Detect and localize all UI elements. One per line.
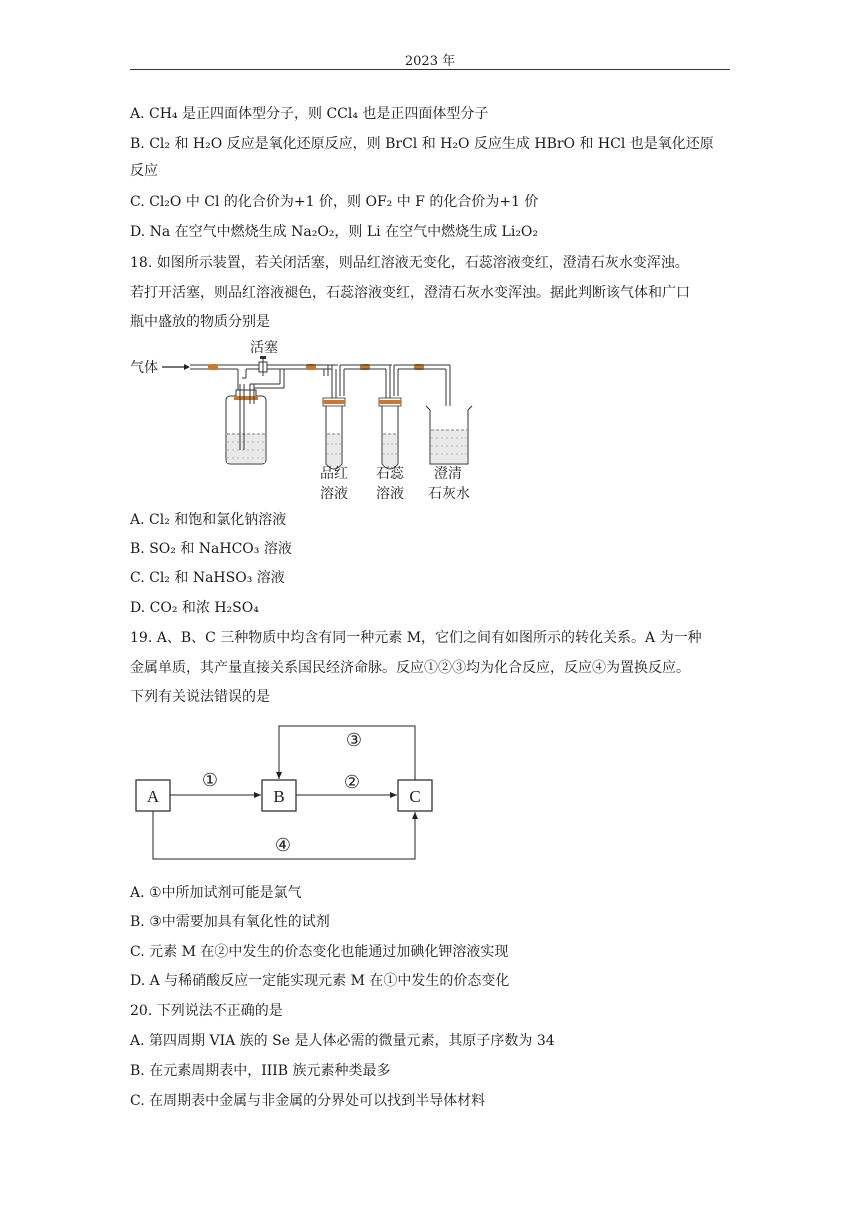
tube1-label-1: 品红 — [320, 466, 348, 482]
q19-option-d: D. A 与稀硝酸反应一定能实现元素 M 在①中发生的价态变化 — [130, 973, 510, 989]
q19-option-b: B. ③中需要加具有氧化性的试剂 — [130, 914, 330, 930]
node-b-box — [262, 780, 296, 811]
node-b-label: B — [273, 787, 285, 806]
q18-stem-line2: 若打开活塞，则品红溶液褪色，石蕊溶液变红，澄清石灰水变浑浊。据此判断该气体和广口 — [130, 285, 690, 301]
node-a-label: A — [146, 787, 160, 806]
beaker — [426, 406, 472, 464]
q18-option-d: D. CO₂ 和浓 H₂SO₄ — [130, 600, 259, 616]
test-tube-2 — [379, 398, 401, 469]
q17-option-b-line1: B. Cl₂ 和 H₂O 反应是氧化还原反应，则 BrCl 和 H₂O 反应生成 HBrO 和 HCl 也是氧化还原 — [130, 136, 714, 152]
reaction-3-label: ③ — [345, 730, 363, 751]
beaker-label-2: 石灰水 — [428, 486, 470, 502]
beaker-label-1: 澄清 — [434, 466, 462, 482]
reaction-2-label: ② — [343, 772, 361, 793]
tube-to-test-tube-1 — [286, 365, 450, 448]
valve-label: 活塞 — [250, 340, 278, 356]
node-c-box — [398, 780, 432, 811]
reaction-1-label: ① — [201, 770, 219, 791]
q17-option-b-line2: 反应 — [130, 163, 158, 179]
q20-option-c: C. 在周期表中金属与非金属的分界处可以找到半导体材料 — [130, 1093, 486, 1109]
tube2-label-2: 溶液 — [376, 486, 404, 502]
header-rule — [130, 69, 730, 70]
q17-option-c: C. Cl₂O 中 Cl 的化合价为+1 价，则 OF₂ 中 F 的化合价为+1 价 — [130, 194, 539, 210]
q19-stem-line2: 金属单质，其产量直接关系国民经济命脉。反应①②③均为化合反应，反应④为置换反应。 — [130, 660, 690, 676]
q20-option-b: B. 在元素周期表中，IIIB 族元素种类最多 — [130, 1063, 391, 1079]
q19-stem-line3: 下列有关说法错误的是 — [130, 689, 270, 705]
q19-stem-line1: 19. A、B、C 三种物质中均含有同一种元素 M，它们之间有如图所示的转化关系。A 为一种 — [130, 630, 702, 646]
valve-icon — [259, 356, 267, 376]
q19-option-a: A. ①中所加试剂可能是氯气 — [130, 885, 302, 901]
node-a-box — [136, 780, 170, 811]
q19-option-c: C. 元素 M 在②中发生的价态变化也能通过加碘化钾溶液实现 — [130, 944, 509, 960]
gas-label: 气体 — [130, 360, 158, 376]
q17-option-d: D. Na 在空气中燃烧生成 Na₂O₂，则 Li 在空气中燃烧生成 Li₂O₂ — [130, 224, 539, 240]
q18-stem-line3: 瓶中盛放的物质分别是 — [130, 314, 270, 330]
tube2-label-1: 石蕊 — [376, 466, 404, 482]
tube1-label-2: 溶液 — [320, 486, 348, 502]
wide-mouth-bottle — [226, 384, 266, 464]
q20-option-a: A. 第四周期 VIA 族的 Se 是人体必需的微量元素，其原子序数为 34 — [130, 1033, 555, 1049]
q18-option-b: B. SO₂ 和 NaHCO₃ 溶液 — [130, 541, 292, 557]
q20-stem: 20. 下列说法不正确的是 — [130, 1003, 283, 1019]
q18-option-a: A. Cl₂ 和饱和氯化钠溶液 — [130, 512, 287, 528]
q17-option-a: A. CH₄ 是正四面体型分子，则 CCl₄ 也是正四面体型分子 — [130, 106, 489, 122]
test-tube-1 — [323, 398, 345, 469]
q18-stem-line1: 18. 如图所示装置，若关闭活塞，则品红溶液无变化，石蕊溶液变红，澄清石灰水变浑浊。 — [130, 255, 689, 271]
reaction-4-label: ④ — [274, 835, 292, 856]
q19-transformation-diagram — [128, 720, 448, 865]
q18-option-c: C. Cl₂ 和 NaHSO₃ 溶液 — [130, 570, 285, 586]
gas-arrow-head — [184, 364, 190, 370]
page-header: 2023 年 — [404, 54, 456, 69]
q18-apparatus-figure — [128, 338, 488, 506]
node-c-label: C — [409, 787, 421, 806]
